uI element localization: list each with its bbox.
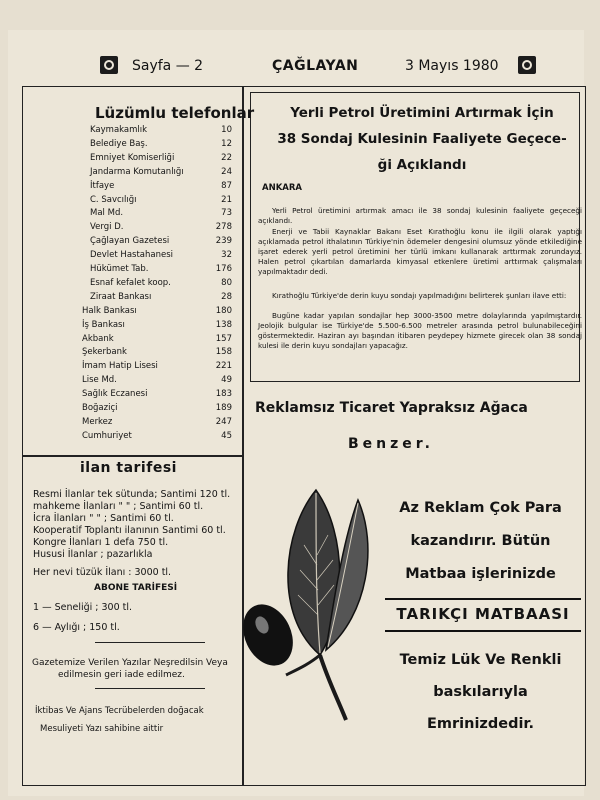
ad-rate-line: İcra İlanları " " ; Santimi 60 tl. <box>33 513 174 524</box>
article-headline <box>262 100 582 178</box>
phone-row <box>82 389 232 402</box>
phone-number: 21 <box>221 194 232 205</box>
article-paragraph: Yerli Petrol üretimini artırmak amacı ile 38 sondaj kulesinin faaliyete geçeceği açıklandı. <box>258 206 582 225</box>
phone-number: 157 <box>215 333 232 344</box>
ad-text-line: Az Reklam Çok Para <box>399 500 562 516</box>
phone-number: 278 <box>215 222 232 233</box>
phone-row <box>90 139 232 152</box>
phone-number: 239 <box>215 236 232 247</box>
phone-number: 24 <box>221 166 232 177</box>
phone-row <box>90 208 232 221</box>
phone-name: Esnaf kefalet koop. <box>90 277 171 288</box>
ad-text-line: kazandırır. Bütün <box>410 533 551 549</box>
phone-number: 87 <box>221 180 232 191</box>
subscription-monthly: 6 — Aylığı ; 150 tl. <box>33 622 120 633</box>
phone-row <box>82 306 232 319</box>
ad-rate-line: Resmi İlanlar tek sütunda; Santimi 120 tl. <box>33 489 231 500</box>
phone-name: Kaymakamlık <box>90 125 148 135</box>
phone-name: Lise Md. <box>82 375 117 386</box>
ad-text-line: Temiz Lük Ve Renkli <box>399 652 562 668</box>
phone-name: İmam Hatip Lisesi <box>82 361 158 372</box>
phone-name: Jandarma Komutanlığı <box>90 166 184 177</box>
phone-row <box>90 167 232 180</box>
phone-number: 45 <box>221 430 232 441</box>
phone-number: 12 <box>221 138 232 149</box>
phone-name: Cumhuriyet <box>82 430 132 441</box>
phone-number: 22 <box>221 152 232 163</box>
phone-number: 32 <box>221 250 232 261</box>
phone-row <box>82 375 232 388</box>
phone-row <box>90 195 232 208</box>
phone-row <box>82 361 232 374</box>
phone-name: Şekerbank <box>82 347 127 358</box>
notice-line: Mesuliyeti Yazı sahibine aittir <box>40 724 164 734</box>
section-divider <box>22 455 243 457</box>
phone-row <box>82 334 232 347</box>
subscription-yearly: 1 — Seneliği ; 300 tl. <box>33 602 133 613</box>
divider <box>95 688 205 689</box>
phone-name: Hükümet Tab. <box>90 264 149 274</box>
phone-name: Akbank <box>82 333 114 344</box>
ad-text-line: Matbaa işlerinizde <box>405 566 556 582</box>
phone-row <box>82 347 232 360</box>
phone-number: 80 <box>221 277 232 288</box>
leaf-illustration <box>238 485 388 725</box>
phone-row <box>90 250 232 263</box>
phone-name: Mal Md. <box>90 208 124 219</box>
headline-line: 38 Sondaj Kulesinin Faaliyete Geçece- <box>277 131 567 147</box>
phone-name: İtfaye <box>90 180 115 191</box>
ad-slogan-end: Benzer. <box>348 436 435 452</box>
phone-row <box>82 320 232 333</box>
ad-rate-line: Kongre İlanları 1 defa 750 tl. <box>33 537 169 548</box>
newspaper-name: ÇAĞLAYAN <box>272 58 359 74</box>
phone-number: 180 <box>215 305 232 316</box>
phone-number: 10 <box>221 125 232 135</box>
phones-title: Lüzümlu telefonlar <box>95 104 255 122</box>
headline-line: Yerli Petrol Üretimini Artırmak İçin <box>290 105 554 121</box>
page-header <box>100 56 540 80</box>
notice-line: Gazetemize Verilen Yazılar Neşredilsin Veya <box>32 658 228 668</box>
notice-line: edilmesin geri iade edilmez. <box>58 670 185 680</box>
phone-name: Çağlayan Gazetesi <box>90 236 170 247</box>
phone-number: 189 <box>215 403 232 413</box>
ad-rate-line: Kooperatif Toplantı ilanının Santimi 60 tl. <box>33 525 226 536</box>
phone-row <box>90 278 232 291</box>
phone-name: Sağlık Eczanesi <box>82 389 148 400</box>
phone-row <box>90 222 232 235</box>
ad-rate-line: Hususi İlanlar ; pazarlıkla <box>33 549 153 560</box>
phone-number: 247 <box>215 416 232 427</box>
phone-row <box>90 264 232 277</box>
ad-rate-line: Her nevi tüzük İlanı : 3000 tl. <box>33 567 172 578</box>
article-paragraph: Enerji ve Tabii Kaynaklar Bakanı Eset Kırathoğlu konu ile ilgili olarak yaptığı açıklamada petrol ithalatının Türkiye'nin ödemeler dengesini olumsuz yönde etkilediğine işaret ederek yerli petrol üretimini her türlü imkanı kullanarak arttırmak zorundayız. Halen petrol çıkartılan damarlarda kimyasal etkenlere üretimi arttırmak çalışmaları yapılmaktadır dedi. <box>258 227 582 276</box>
phone-number: 49 <box>221 375 232 386</box>
phone-row <box>90 236 232 249</box>
phone-row <box>82 417 232 430</box>
phone-number: 158 <box>215 347 232 358</box>
phone-name: İş Bankası <box>82 319 125 330</box>
phone-number: 28 <box>221 291 232 302</box>
phone-number: 183 <box>215 389 232 400</box>
phone-row <box>82 403 232 416</box>
ornament-icon <box>518 56 536 74</box>
phone-row <box>90 181 232 194</box>
divider <box>95 642 205 643</box>
printer-brand: TARIKÇI MATBAASI <box>385 598 581 632</box>
ornament-icon <box>100 56 118 74</box>
article-paragraph: Kırathoğlu Türkiye'de derin kuyu sondajı yapılmadığını belirterek şunları ilave etti: <box>272 291 567 300</box>
phone-name: Boğaziçi <box>82 403 118 413</box>
ad-text-line: Emrinizdedir. <box>426 716 535 732</box>
ads-rates-title: ilan tarifesi <box>80 460 177 476</box>
phone-number: 221 <box>215 361 232 372</box>
ad-text-line: baskılarıyla <box>433 684 528 700</box>
phone-row <box>90 153 232 166</box>
ad-slogan: Reklamsız Ticaret Yapraksız Ağaca <box>255 400 528 416</box>
notice-line: İktibas Ve Ajans Tecrübelerden doğacak <box>35 706 204 716</box>
phone-row <box>90 292 232 305</box>
subscription-title: ABONE TARİFESİ <box>94 583 178 593</box>
article-paragraph: Bugüne kadar yapılan sondajlar hep 3000-3500 metre dolaylarında yapılmıştardır. Jeolojik bulgular ise Türkiye'de 5.500-6.500 metreler arasında petrol bulunabileceğini göstermektedir. Haziran ayı başından itibaren peydepey hizmete girecek olan 38 sondaj kulesi ile derin kuyu sondajları yapacağız. <box>258 311 582 350</box>
phone-number: 138 <box>215 319 232 330</box>
phone-number: 73 <box>221 208 232 219</box>
phone-name: Vergi D. <box>90 222 124 233</box>
headline-line: ği Açıklandı <box>377 157 467 173</box>
ad-rate-line: mahkeme İlanları " " ; Santimi 60 tl. <box>33 501 204 512</box>
phone-row <box>82 431 232 444</box>
phone-name: C. Savcılığı <box>90 194 137 205</box>
phone-name: Belediye Baş. <box>90 138 148 149</box>
article-dateline: ANKARA <box>262 183 302 193</box>
phone-name: Merkez <box>82 416 113 427</box>
phone-name: Devlet Hastahanesi <box>90 250 174 261</box>
phone-name: Halk Bankası <box>82 305 137 316</box>
phone-name: Emniyet Komiserliği <box>90 152 175 163</box>
phone-number: 176 <box>215 264 232 274</box>
phone-row <box>90 125 232 138</box>
phone-name: Ziraat Bankası <box>90 291 152 302</box>
page-number: Sayfa — 2 <box>132 58 204 74</box>
issue-date: 3 Mayıs 1980 <box>405 58 499 74</box>
